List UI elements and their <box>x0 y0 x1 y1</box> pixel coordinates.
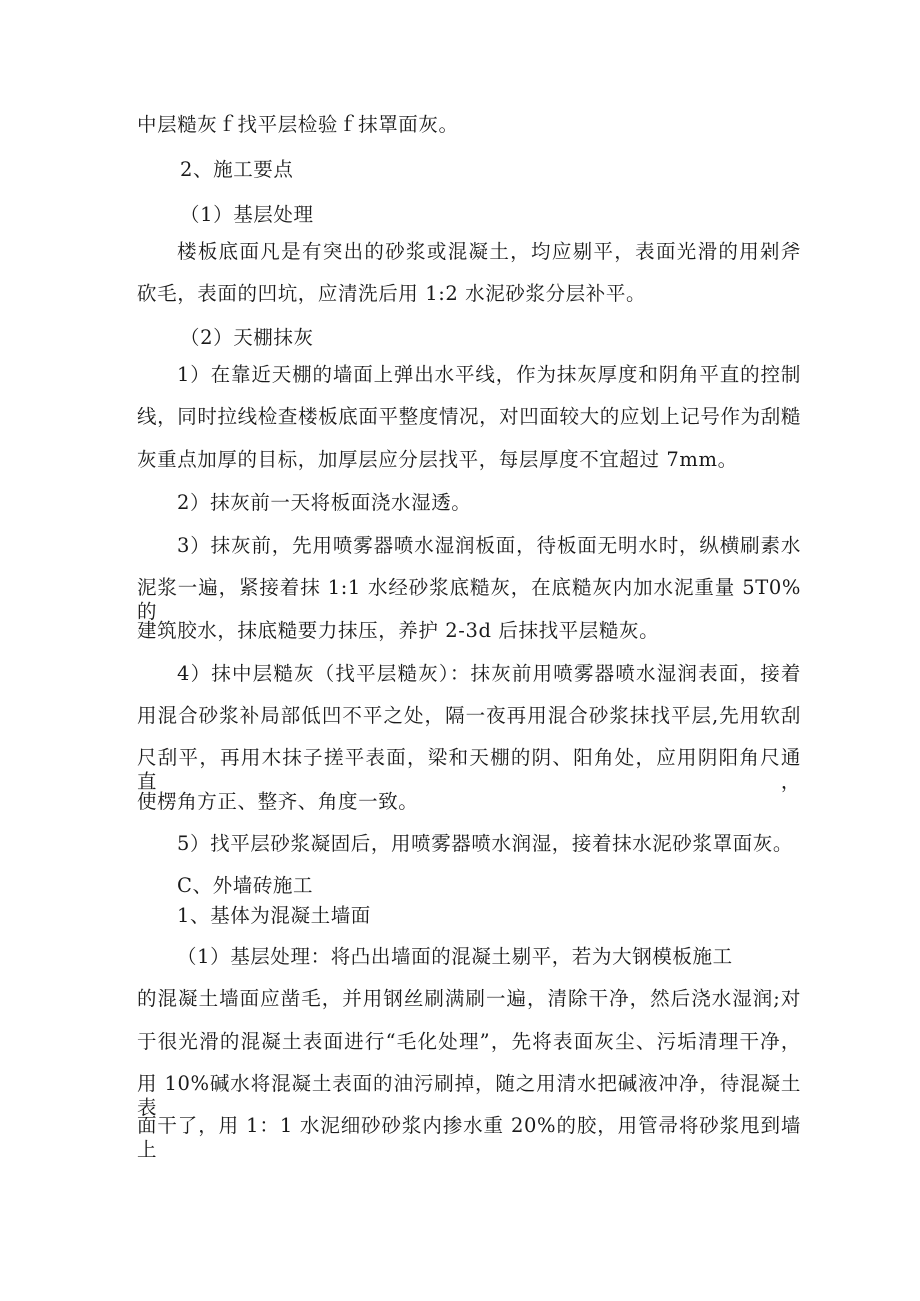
paragraph-line: 于很光滑的混凝土表面进行“毛化处理”，先将表面灰尘、污垢清理干净， <box>137 1030 801 1053</box>
text-line-1: 中层糙灰ｆ找平层检验ｆ抹罩面灰。 <box>137 113 459 136</box>
paragraph-line: 用 10%碱水将混凝土表面的油污刷掉，随之用清水把碱液冲净，待混凝土表 <box>137 1072 801 1119</box>
section-heading-exterior-tile: C、外墙砖施工 <box>177 874 314 897</box>
paragraph-line: 楼板底面凡是有突出的砂浆或混凝土，均应剔平，表面光滑的用剁斧 <box>177 240 801 263</box>
subheading-concrete-wall: 1、基体为混凝土墙面 <box>177 904 371 927</box>
section-heading-construction-points: 2、施工要点 <box>180 158 294 181</box>
paragraph-line: 建筑胶水，抹底糙要力抹压，养护 2-3d 后抹找平层糙灰。 <box>137 619 660 642</box>
paragraph-line: 2）抹灰前一天将板面浇水湿透。 <box>177 491 472 514</box>
paragraph-line: 的混凝土墙面应凿毛，并用钢丝刷满刷一遍，清除干净，然后浇水湿润;对 <box>137 987 801 1010</box>
paragraph-line: （1）基层处理：将凸出墙面的混凝土剔平，若为大钢模板施工 <box>177 945 733 968</box>
paragraph-line: 使楞角方正、整齐、角度一致。 <box>137 790 419 813</box>
paragraph-line: 尺刮平，再用木抹子搓平表面，梁和天棚的阴、阳角处，应用阴阳角尺通直， <box>137 746 801 793</box>
paragraph-line: 面干了，用 1：1 水泥细砂砂浆内掺水重 20%的胶，用管帚将砂浆甩到墙上 <box>137 1114 801 1161</box>
paragraph-line: 线，同时拉线检查楼板底面平整度情况，对凹面较大的应划上记号作为刮糙 <box>137 405 801 428</box>
paragraph-line: 砍毛，表面的凹坑，应清洗后用 1:2 水泥砂浆分层补平。 <box>137 282 647 305</box>
paragraph-line: 5）找平层砂浆凝固后，用喷雾器喷水润湿，接着抹水泥砂浆罩面灰。 <box>177 832 794 855</box>
subheading-ceiling-plaster: （2）天棚抹灰 <box>180 326 314 349</box>
paragraph-line: 灰重点加厚的目标，加厚层应分层找平，每层厚度不宜超过 7mm。 <box>137 448 738 471</box>
paragraph-line: 3）抹灰前，先用喷雾器喷水湿润板面，待板面无明水时，纵横刷素水 <box>177 534 801 557</box>
paragraph-line: 用混合砂浆补局部低凹不平之处，隔一夜再用混合砂浆抹找平层,先用软刮 <box>137 704 801 727</box>
paragraph-line: 4）抹中层糙灰（找平层糙灰）：抹灰前用喷雾器喷水湿润表面，接着 <box>177 662 801 685</box>
paragraph-line: 泥浆一遍，紧接着抹 1:1 水经砂浆底糙灰，在底糙灰内加水泥重量 5T0%的 <box>137 576 801 623</box>
subheading-base-treatment: （1）基层处理 <box>180 203 314 226</box>
paragraph-line: 1）在靠近天棚的墙面上弹出水平线，作为抹灰厚度和阴角平直的控制 <box>177 363 801 386</box>
